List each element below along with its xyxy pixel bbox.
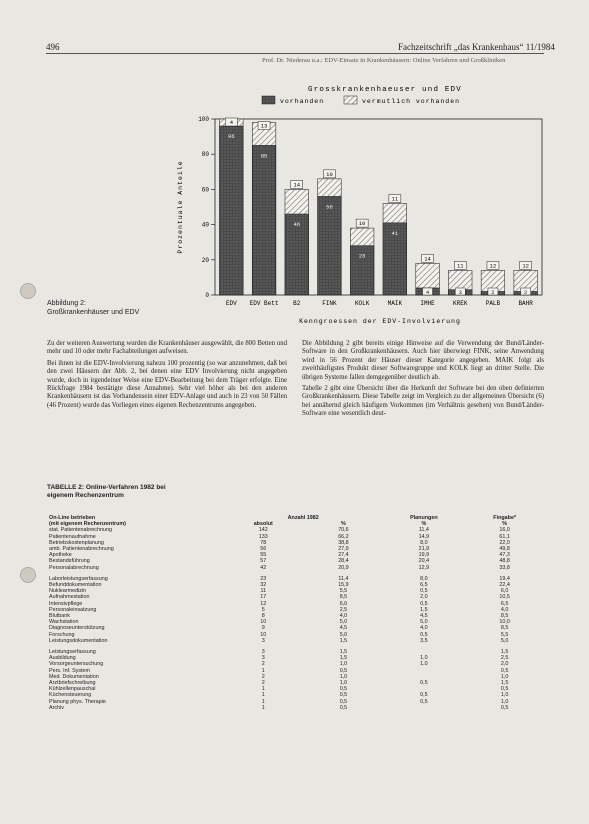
y-tick-label: 80: [201, 151, 209, 159]
col-header-percent: %: [341, 521, 346, 528]
row-value: 10: [260, 631, 267, 638]
legend-swatch-solid: [262, 96, 275, 104]
row-label: Leistungsdokumentation: [49, 637, 108, 644]
row-value: 10: [260, 619, 267, 626]
y-tick-label: 0: [205, 292, 209, 299]
data-label-inner: 2: [523, 289, 528, 296]
row-value: 0,5: [500, 686, 509, 693]
row-value: 57: [260, 558, 267, 565]
x-tick-label: EDV: [225, 300, 237, 307]
row-value: 11,4: [418, 527, 429, 534]
data-label-top: 14: [293, 181, 301, 189]
row-value: 8: [261, 613, 265, 620]
row-label: stat. Patientenabrechnung: [49, 527, 112, 534]
data-label-top: 10: [326, 170, 333, 178]
row-value: 27,4: [338, 552, 349, 559]
y-tick-label: 100: [198, 116, 209, 123]
row-value: 8,0: [420, 575, 428, 582]
col-header-planning: Planungen: [410, 515, 438, 521]
row-label: Diagnoseunterstützung: [49, 625, 105, 632]
journal-title: Fachzeitschrift „das Krankenhaus“ 11/1984: [398, 42, 555, 52]
data-label-top: 13: [260, 122, 268, 130]
row-value: 23: [260, 575, 267, 582]
figure-caption-line1: Abbildung 2:: [47, 300, 86, 307]
bar-vorhanden: [318, 196, 342, 295]
row-value: 8,5: [500, 613, 509, 620]
row-value: 6,5: [420, 582, 428, 589]
figure-caption-line2: Großkrankenhäuser und EDV: [47, 309, 140, 316]
x-tick-label: BAHR: [518, 300, 533, 307]
row-value: 1,5: [420, 606, 428, 613]
table-caption: TABELLE 2: Online-Verfahren 1982 bei eigenem Rechenzentrum: [47, 484, 166, 499]
row-value: 5,0: [420, 619, 428, 626]
row-label: Aufnahmestation: [49, 594, 90, 601]
row-value: 19,9: [418, 552, 430, 559]
x-tick-label: FINK: [322, 300, 337, 307]
y-axis-label: Prozentuale Anteile: [177, 160, 184, 254]
x-tick-label: EDV Bett: [249, 300, 279, 307]
row-value: 0,5: [420, 692, 428, 699]
data-label-top: 10: [358, 220, 366, 228]
data-label-top: 12: [489, 262, 497, 270]
row-value: 5,0: [500, 637, 509, 644]
x-tick-label: B2: [293, 300, 301, 307]
row-value: 49,8: [499, 546, 510, 553]
bar-chart: [170, 82, 550, 328]
row-value: 4,0: [500, 606, 509, 613]
row-label: Wachstation: [49, 619, 79, 626]
row-value: 16,0: [499, 527, 510, 534]
row-value: 1,5: [339, 655, 348, 662]
col-header-total: Fingabe*: [493, 515, 517, 521]
row-value: 2: [261, 661, 265, 668]
row-label: Archiv: [49, 704, 64, 711]
data-label-inner: 41: [391, 229, 399, 237]
row-label: Apotheke: [49, 552, 72, 559]
row-value: 20,4: [418, 558, 430, 565]
row-label: Arztbriefschreibung: [49, 680, 96, 687]
row-value: 0,5: [339, 692, 348, 699]
row-label: Küchensteuerung: [49, 692, 92, 699]
row-value: 3,5: [420, 637, 428, 644]
data-label-top: 12: [522, 262, 529, 270]
data-label-inner: 56: [326, 203, 333, 211]
running-head: Prof. Dr. Niederau u.a.: EDV-Einsatz in Krankenhäusern: Online Verfahren und Großkliniken: [262, 57, 506, 64]
row-label: Kühlzellenpauschal: [49, 686, 96, 693]
x-tick-label: MAIK: [387, 300, 403, 307]
punch-hole: [20, 567, 36, 583]
row-label: Planung phys. Therapie: [49, 698, 106, 705]
row-value: 0,5: [339, 698, 348, 705]
bar-vorhanden: [252, 145, 276, 295]
row-label: Personalabrechnung: [49, 564, 99, 571]
row-value: 0,5: [339, 704, 348, 711]
row-value: 10,0: [499, 619, 510, 626]
row-value: 0,5: [420, 698, 428, 705]
row-value: 12,9: [418, 564, 430, 571]
paragraph: Bei ihnen ist die EDV-Involvierung nahezu 100 prozentig (so war anzunehmen, daß bei den zwei Häusern der Abb. 2, bei denen eine EDV Involvierung nicht angegeben wurde, doch in irgendeiner Weise eine EDV-Bearbeitung bei dem Träger erfolgte. Eine Rückfrage 1984 bestätigte diese Annahme). Sehr viel höher als bei den anderen Krankenhäusern ist das Vorhandensein einer EDV-Anlage und auch in 23 von 50 Fällen (46 Prozent) wurde das Vorliegen eines eigenen Rechenzentrums angegeben.: [47, 359, 287, 409]
row-value: 38,8: [338, 539, 349, 546]
row-value: 1: [261, 698, 265, 705]
row-value: 12: [260, 600, 267, 607]
row-value: 1,0: [339, 673, 348, 680]
row-value: 42: [260, 564, 267, 571]
row-value: 27,9: [338, 546, 349, 553]
row-value: 2,0: [500, 661, 509, 668]
row-value: 8,5: [500, 625, 509, 632]
figure-caption: [47, 299, 139, 317]
row-value: 2,0: [420, 594, 428, 601]
data-label-inner: 85: [260, 152, 268, 160]
row-value: 1,0: [420, 655, 428, 662]
y-tick-label: 20: [201, 256, 209, 264]
y-tick-label: 40: [201, 221, 209, 229]
data-label-inner: 3: [458, 289, 462, 296]
punch-hole: [20, 283, 36, 299]
data-label-top: 11: [456, 262, 464, 270]
row-label: Forschung: [49, 631, 75, 638]
row-label: Vorsorgeuntersuchung: [49, 661, 104, 668]
row-value: 70,6: [338, 527, 349, 534]
row-value: 142: [258, 527, 268, 534]
row-value: 0,5: [420, 600, 428, 607]
bar-vorhanden: [220, 126, 244, 295]
row-value: 1: [261, 667, 265, 674]
row-value: 0,5: [420, 631, 428, 638]
data-label-inner: 28: [358, 252, 366, 260]
row-value: 5,0: [339, 631, 348, 638]
row-value: 1,0: [339, 680, 348, 687]
row-value: 1: [261, 692, 265, 699]
legend-swatch-hatch: [344, 96, 357, 104]
row-value: 2: [261, 673, 265, 680]
row-value: 3: [261, 649, 265, 656]
row-label: Blutbank: [49, 613, 70, 620]
row-value: 48,8: [499, 558, 510, 565]
row-value: 6,5: [500, 600, 509, 607]
data-label-top: 4: [229, 119, 234, 126]
x-tick-label: PALB: [485, 300, 501, 307]
row-label: Patientenaufnahme: [49, 533, 96, 540]
col-header-count: Anzahl 1982: [287, 515, 319, 521]
chart-title: Grosskrankenhaeuser und EDV: [308, 86, 462, 94]
header-rule: [46, 53, 544, 54]
row-value: 6,0: [500, 588, 509, 595]
row-value: 133: [258, 533, 268, 540]
row-value: 6,0: [339, 600, 348, 607]
row-value: 1,5: [500, 680, 509, 687]
row-value: 1,0: [500, 673, 509, 680]
row-value: 1,0: [500, 698, 509, 705]
col-header-function: On-Line betrieben: [49, 515, 96, 521]
row-value: 2,5: [339, 606, 348, 613]
row-value: 1,0: [339, 661, 348, 668]
row-value: 5,5: [339, 588, 348, 595]
row-label: Intensivpflege: [49, 600, 83, 607]
legend-label-vermutlich: vermutlich vorhanden: [362, 98, 461, 105]
col-header-absolut: absolut: [253, 521, 273, 528]
paragraph: Die Abbildung 2 gibt bereits einige Hinweise auf die Verwendung der Bund/Länder-Software in den Großkrankenhäusern. Auch hier überwiegt FINK, seine Anwendung wird in 56 Prozent der Häuser dieser Kategorie angegeben. MAIK folgt als zweithäufigstes Produkt dieser Softwaregruppe und KOLK liegt an dritter Stelle. Die übrigen Systeme fallen demgegenüber deutlich ab.: [302, 340, 544, 381]
row-label: Nuklearmedizin: [49, 588, 87, 595]
row-value: 20,9: [338, 564, 349, 571]
row-value: 4,5: [339, 625, 348, 632]
right-column: [302, 340, 544, 422]
row-value: 9: [261, 625, 265, 632]
page-number: 496: [46, 42, 60, 52]
row-value: 0,5: [339, 667, 348, 674]
row-value: [383, 705, 464, 711]
row-value: 11,4: [338, 575, 349, 582]
data-table: [47, 515, 545, 711]
row-value: 78: [260, 539, 267, 546]
data-label-inner: 4: [425, 289, 430, 296]
row-value: 8,5: [339, 594, 348, 601]
y-tick-label: 60: [201, 186, 209, 194]
x-tick-label: KOLK: [354, 300, 370, 307]
table-row: [47, 705, 545, 711]
x-axis-label: Kenngroessen der EDV-Involvierung: [299, 318, 461, 325]
row-value: 22,4: [499, 582, 510, 589]
row-value: 0,5: [500, 704, 509, 711]
row-value: 32: [260, 582, 267, 589]
row-value: 0,5: [420, 680, 428, 687]
row-value: 61,1: [499, 533, 510, 540]
row-value: 2,5: [500, 655, 509, 662]
row-value: 0,5: [500, 667, 509, 674]
row-value: 17: [260, 594, 267, 601]
row-value: 2: [261, 680, 265, 687]
row-value: 1,0: [500, 692, 509, 699]
data-label-top: 14: [424, 255, 431, 263]
row-value: 1,5: [500, 649, 509, 656]
x-tick-label: KREK: [453, 300, 468, 307]
row-value: 1,0: [420, 661, 428, 668]
row-value: 56: [260, 546, 267, 553]
col-header-total-pct: %: [502, 521, 508, 528]
row-value: 28,4: [338, 558, 349, 565]
row-label: Personaleinsatzung: [49, 606, 97, 613]
col-header-function-sub: (mit eigenem Rechenzentrum): [49, 521, 126, 528]
data-label-inner: 96: [228, 133, 235, 141]
row-label: Laborleistungserfassung: [49, 575, 108, 582]
legend-label-vorhanden: vorhanden: [280, 98, 325, 105]
row-label: amb. Patientenabrechnung: [49, 546, 114, 553]
row-label: Bestandsführung: [49, 558, 90, 565]
row-value: 4,0: [420, 625, 428, 632]
row-value: 3: [261, 655, 265, 662]
row-label: Med. Dokumentation: [49, 673, 99, 680]
row-value: 5: [261, 606, 265, 613]
row-value: 1: [261, 704, 265, 711]
row-value: 11: [260, 588, 267, 595]
row-value: 10,5: [499, 594, 510, 601]
row-value: 0,5: [339, 686, 348, 693]
row-value: 1,5: [339, 649, 348, 656]
row-label: Betriebskostenplanung: [49, 539, 104, 546]
col-header-planning-pct: %: [421, 521, 427, 528]
row-value: 4,0: [339, 613, 348, 620]
row-label: Ausbildung: [49, 655, 76, 662]
row-value: 19,4: [499, 575, 510, 582]
row-value: 1: [261, 686, 265, 693]
data-label-inner: 46: [293, 221, 301, 229]
row-value: 47,3: [499, 552, 510, 559]
row-value: 5,5: [500, 631, 509, 638]
paragraph: Zu der weiteren Auswertung wurden die Krankenhäuser ausgewählt, die 800 Betten und mehr und 10 oder mehr Fachabteilungen aufweisen.: [47, 340, 287, 356]
row-value: 5,0: [339, 619, 348, 626]
row-value: 33,8: [499, 564, 510, 571]
row-label: Befunddokumentation: [49, 582, 102, 589]
row-value: 21,9: [418, 546, 430, 553]
row-label: Pers. Inf. System: [49, 667, 91, 674]
data-label-inner: 2: [491, 289, 495, 296]
row-value: 4,5: [420, 613, 428, 620]
left-column: [47, 340, 287, 413]
row-value: 22,0: [499, 539, 510, 546]
row-value: 3: [261, 637, 265, 644]
row-label: Leistungserfassung: [49, 649, 96, 656]
paragraph: Tabelle 2 gibt eine Übersicht über die Herkunft der Software bei den oben definierten Großkrankenhäusern. Diese Tabelle zeigt im Vergleich zu der allgemeinen Übersicht (6) bei annähernd gleich häufigem Vorkommen (im Verhältnis gesehen) von Bund/Länder-Software eine wesentlich deut-: [302, 385, 544, 418]
data-label-top: 11: [391, 195, 399, 203]
row-value: 66,2: [338, 533, 349, 540]
row-value: 55: [260, 552, 267, 559]
row-value: 0,5: [420, 588, 428, 595]
x-tick-label: IMHE: [420, 300, 435, 307]
row-value: 1,5: [339, 637, 348, 644]
row-value: 8,0: [420, 539, 428, 546]
row-value: 15,9: [338, 582, 349, 589]
row-value: 14,9: [418, 533, 430, 540]
